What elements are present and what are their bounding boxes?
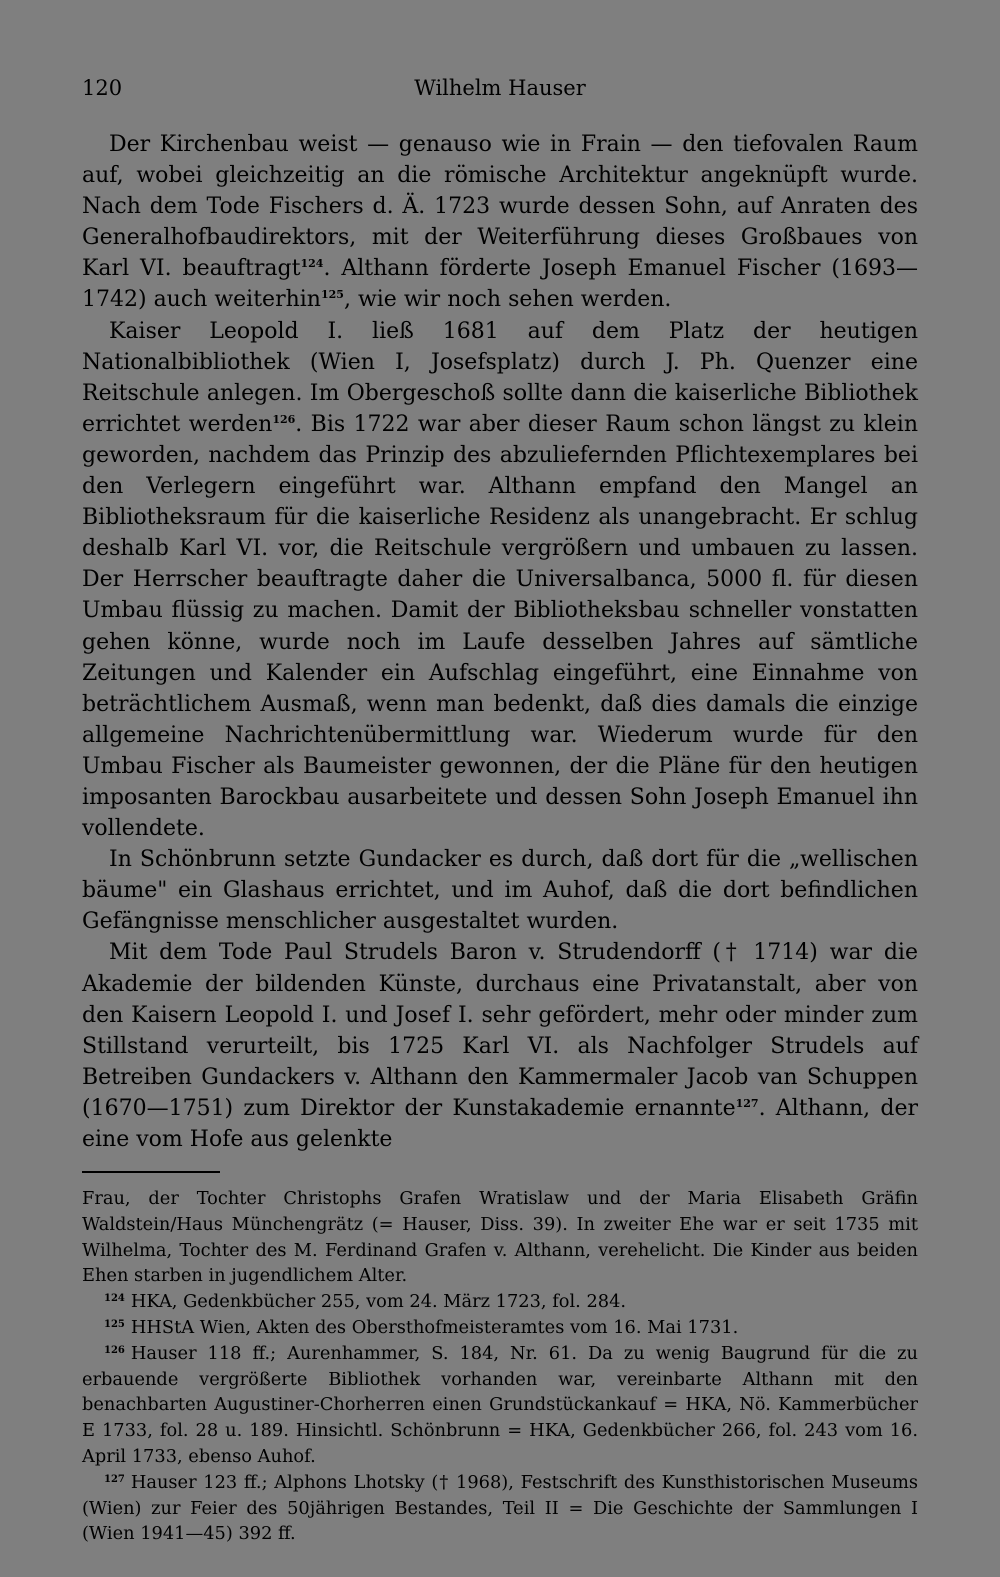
footnote-ref-126: 126 <box>272 412 296 426</box>
footnote-text: HHStA Wien, Akten des Obersthofmeisteramtes vom 16. Mai 1731. <box>130 1317 739 1339</box>
page-number: 120 <box>82 76 123 100</box>
paragraph-text: . Althann, der eine vom Hofe aus gelenkte <box>82 1095 918 1152</box>
footnote-125 <box>82 1315 918 1341</box>
footnote-number: 126 <box>104 1344 125 1356</box>
footnote-124 <box>82 1289 918 1315</box>
running-title: Wilhelm Hauser <box>414 76 586 100</box>
footnote-number: 124 <box>104 1293 125 1305</box>
running-head <box>82 72 918 112</box>
footnote-ref-127: 127 <box>735 1096 759 1110</box>
paragraph-text: Mit dem Tode Paul Strudels Baron v. Strudendorff († 1714) war die Akademie der bildenden Künste, durchaus eine Privatanstalt, aber von den Kaisern Leopold I. und Josef I. sehr gefördert, mehr oder minder zum Stillstand verurteilt, bis 1725 Karl VI. als Nachfolger Strudels auf Betreiben Gundackers v. Althann den Kammermaler Jacob van Schuppen (1670—1751) zum Direktor der Kunstakademie ernannte <box>82 940 918 1121</box>
footnote-127 <box>82 1470 918 1547</box>
paragraph-bibliothek <box>82 316 918 845</box>
footnote-ref-125: 125 <box>320 288 344 302</box>
footnote-number: 125 <box>104 1319 125 1331</box>
paragraph-text: Der Kirchenbau weist — genauso wie in Frain — den tiefovalen Raum auf, wobei gleichzeitig an die römische Architektur angeknüpft wurde. Nach dem Tode Fischers d. Ä. 1723 wurde dessen Sohn, auf Anraten des Generalhofbaudirektors, mit der Weiterführung dieses Großbaues von Karl VI. beauftragt <box>82 132 918 282</box>
paragraph-kirchenbau <box>82 129 918 316</box>
paragraph-akademie <box>82 937 918 1155</box>
footnote-text: Hauser 118 ff.; Aurenhammer, S. 184, Nr. 61. Da zu wenig Baugrund für die zu erbauende vergrößerte Bibliothek vorhanden war, vereinbarte Althann mit den benachbarten Augustiner-Chorherren einen Grundstückankauf = HKA, Nö. Kammerbücher E 1733, fol. 28 u. 189. Hinsichtl. Schönbrunn = HKA, Gedenkbücher 266, fol. 243 vom 16. April 1733, ebenso Auhof. <box>82 1342 918 1468</box>
footnote-number: 127 <box>104 1473 125 1485</box>
paragraph-text: Kaiser Leopold I. ließ 1681 auf dem Platz der heutigen Nationalbibliothek (Wien I, Josefsplatz) durch J. Ph. Quenzer eine Reitschule anlegen. Im Obergeschoß sollte dann die kaiserliche Bibliothek errichtet werden <box>82 318 918 437</box>
body-text <box>82 129 918 1155</box>
paragraph-text: . Althann förderte Joseph Emanuel Fischer (1693—1742) auch weiterhin <box>82 256 919 313</box>
paragraph-text: . Bis 1722 war aber dieser Raum schon längst zu klein geworden, nachdem das Prinzip des abzuliefernden Pflichtexemplares bei den Verlegern eingeführt war. Althann empfand den Mangel an Bibliotheksraum für die kaiserliche Residenz als unangebracht. Er schlug deshalb Karl VI. vor, die Reitschule vergrößern und umbauen zu lassen. Der Herrscher beauftragte daher die Universalbanca, 5000 fl. für diesen Umbau flüssig zu machen. Damit der Bibliotheksbau schneller vonstatten gehen könne, wurde noch im Laufe desselben Jahres auf sämtliche Zeitungen und Kalender ein Aufschlag eingeführt, eine Einnahme von beträchtlichem Ausmaß, wenn man bedenkt, daß dies damals die einzige allgemeine Nachrichtenübermittlung war. Wiederum wurde für den Umbau Fischer als Baumeister gewonnen, der die Pläne für den heutigen imposanten Barockbau ausarbeitete und dessen Sohn Joseph Emanuel ihn vollendete. <box>82 411 918 842</box>
footnote-continuation: Frau, der Tochter Christophs Grafen Wratislaw und der Maria Elisabeth Gräfin Waldstein/Haus Münchengrätz (= Hauser, Diss. 39). In zweiter Ehe war er seit 1735 mit Wilhelma, Tochter des M. Ferdinand Grafen v. Althann, verehelicht. Die Kinder aus beiden Ehen starben in jugendlichem Alter. <box>82 1188 918 1287</box>
book-page <box>82 72 918 1547</box>
footnote-126 <box>82 1341 918 1470</box>
paragraph-schoenbrunn: In Schönbrunn setzte Gundacker es durch, daß dort für die „wellischen bäume" ein Glashaus errichtet, und im Auhof, daß die dort befindlichen Gefängnisse menschlicher ausgestaltet wurden. <box>82 847 918 935</box>
footnote-text: Hauser 123 ff.; Alphons Lhotsky († 1968), Festschrift des Kunsthistorischen Museums (Wien) zur Feier des 50jährigen Bestandes, Teil II = Die Geschichte der Sammlungen I (Wien 1941—45) 392 ff. <box>82 1471 918 1545</box>
footnote-text: HKA, Gedenkbücher 255, vom 24. März 1723, fol. 284. <box>130 1291 627 1313</box>
paragraph-text: , wie wir noch sehen werden. <box>343 287 672 313</box>
footnote-ref-124: 124 <box>300 257 324 271</box>
footnote-rule <box>82 1171 220 1173</box>
footnotes <box>82 1186 918 1547</box>
